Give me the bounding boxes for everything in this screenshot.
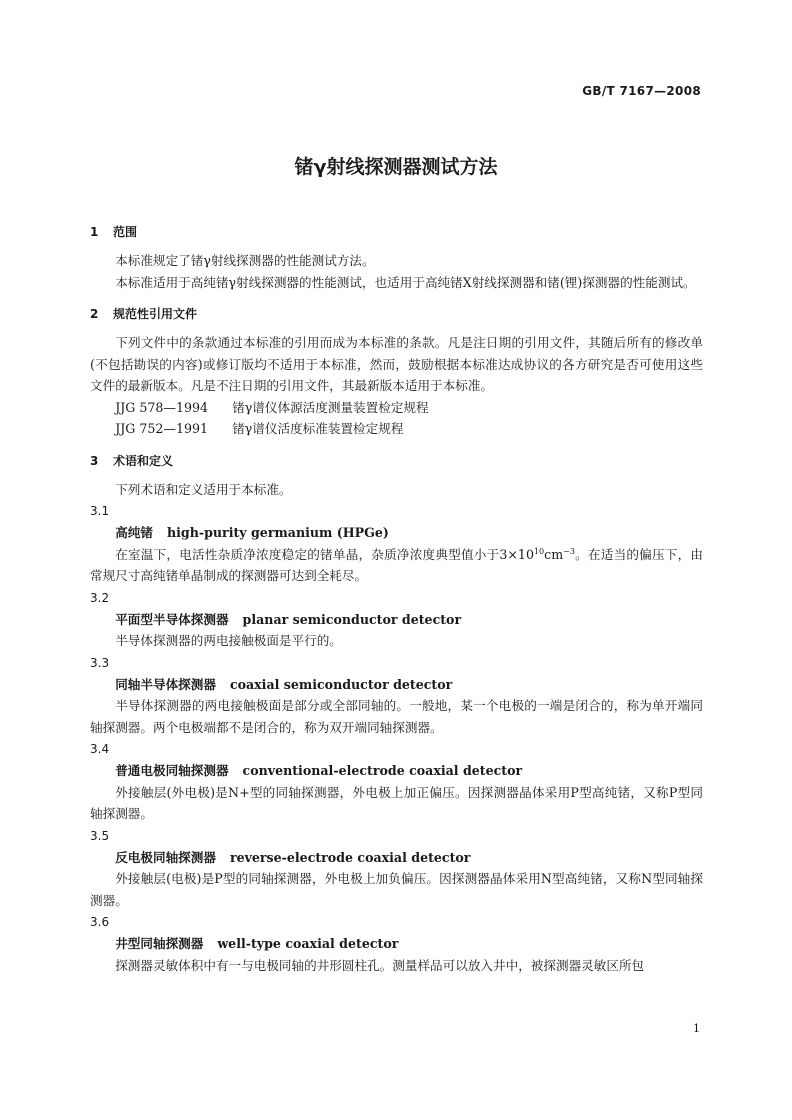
term-number: 3.3 [90, 655, 110, 670]
term-chinese: 普通电极同轴探测器 [115, 763, 229, 778]
section-number: 2 [90, 307, 99, 321]
term-definition: 外接触层(电极)是P型的同轴探测器，外电极上加负偏压。因探测器晶体采用N型高纯锗，又称N型同轴探测器。 [90, 871, 703, 908]
term-english: well-type coaxial detector [217, 936, 399, 951]
exponent: 10 [533, 546, 545, 556]
page-number: 1 [693, 1022, 700, 1035]
term-definition: 外接触层(外电极)是N+型的同轴探测器，外电极上加正偏压。因探测器晶体采用P型高纯锗，又称P型同轴探测器。 [90, 784, 703, 821]
term-heading [90, 933, 703, 955]
section-title: 范围 [113, 225, 138, 239]
term-chinese: 同轴半导体探测器 [115, 676, 216, 692]
term-number: 3.6 [90, 915, 110, 929]
paragraph: 下列术语和定义适用于本标准。 [115, 481, 292, 497]
definition-text: 。在适当的偏压下，由常规尺寸高纯锗单晶制成的探测器可达到全耗尽。 [90, 546, 703, 583]
term-heading [90, 760, 703, 782]
section-number: 3 [90, 453, 99, 468]
term-number: 3.1 [90, 504, 110, 518]
term-definition: 探测器灵敏体积中有一与电极同轴的井形圆柱孔。测量样品可以放入井中，被探测器灵敏区所包 [115, 957, 645, 973]
term-heading [90, 674, 703, 696]
term-heading [90, 522, 703, 544]
section-title: 规范性引用文件 [113, 307, 198, 321]
reference-code: JJG 578—1994 [115, 399, 209, 415]
term-definition [90, 544, 703, 587]
definition-text: 在室温下，电活性杂质净浓度稳定的锗单晶，杂质净浓度典型值小于3×10 [115, 546, 534, 562]
term-english: planar semiconductor detector [242, 611, 462, 627]
paragraph: 本标准规定了锗γ射线探测器的性能测试方法。 [115, 253, 375, 268]
term-heading [90, 609, 703, 631]
term-chinese: 井型同轴探测器 [115, 936, 204, 951]
standard-code: GB/T 7167—2008 [582, 84, 701, 98]
section-heading [90, 451, 703, 471]
paragraph: 下列文件中的条款通过本标准的引用而成为本标准的条款。凡是注日期的引用文件，其随后所有的修改单(不包括勘误的内容)或修订版均不适用于本标准，然而，鼓励根据本标准达成协议的各方研究是否可使用这些文件的最新版本。凡是不注日期的引用文件，其最新版本适用于本标准。 [90, 335, 703, 393]
reference-name: 锗γ谱仪活度标准装置检定规程 [232, 421, 404, 436]
term-definition: 半导体探测器的两电接触极面是平行的。 [115, 633, 342, 648]
term-english: reverse-electrode coaxial detector [229, 849, 471, 865]
section-title: 术语和定义 [113, 453, 174, 468]
term-english: high-purity germanium (HPGe) [166, 525, 389, 540]
document-title: 锗γ射线探测器测试方法 [294, 156, 498, 178]
unit-text: cm [544, 546, 564, 562]
term-chinese: 平面型半导体探测器 [115, 611, 229, 627]
reference-item [90, 397, 703, 419]
reference-code: JJG 752—1991 [115, 421, 209, 436]
term-definition: 半导体探测器的两电接触极面是部分或全部同轴的。一般地，某一个电极的一端是闭合的，称为单开端同轴探测器。两个电极端都不是闭合的，称为双开端同轴探测器。 [90, 698, 703, 735]
exponent: −3 [563, 546, 575, 556]
reference-item [90, 418, 703, 440]
term-chinese: 反电极同轴探测器 [115, 849, 216, 865]
term-number: 3.5 [90, 828, 110, 843]
term-number: 3.2 [90, 590, 110, 605]
term-number: 3.4 [90, 742, 110, 756]
section-number: 1 [90, 225, 99, 239]
paragraph: 本标准适用于高纯锗γ射线探测器的性能测试，也适用于高纯锗X射线探测器和锗(锂)探测器的性能测试。 [115, 274, 696, 290]
section-heading [90, 304, 703, 324]
term-heading [90, 847, 703, 869]
term-chinese: 高纯锗 [115, 525, 153, 540]
term-english: coaxial semiconductor detector [229, 676, 453, 692]
term-english: conventional-electrode coaxial detector [242, 763, 523, 778]
document-body [90, 222, 703, 976]
reference-name: 锗γ谱仪体源活度测量装置检定规程 [232, 399, 429, 415]
section-heading [90, 222, 703, 242]
